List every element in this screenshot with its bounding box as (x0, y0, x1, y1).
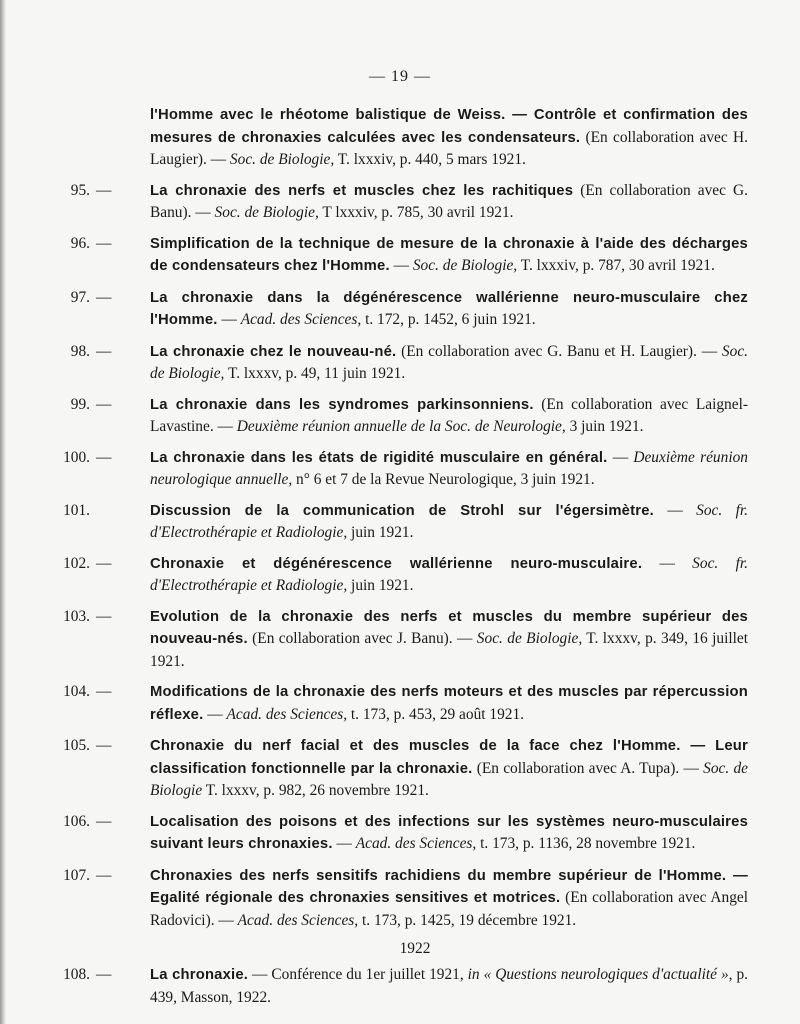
entry-note: (En collaboration avec J. Banu). — (247, 630, 477, 647)
entry-title: La chronaxie des nerfs et muscles chez les rachitiques (150, 182, 574, 199)
entry-journal: Deuxième réunion neurologique annuelle, (150, 448, 748, 488)
entry-citation: T. lxxxv, p. 982, 26 novembre 1921. (202, 782, 429, 799)
entry-number-column (46, 287, 150, 309)
entry-dash: — (96, 683, 112, 700)
entry-number-column (46, 606, 150, 628)
entry-number: 106. (63, 812, 90, 830)
entry-number-column (46, 735, 150, 757)
entry-note: — (642, 554, 693, 572)
bibliography-entry (63, 500, 748, 544)
entry-number-column (46, 394, 150, 416)
bibliography-list (0, 104, 800, 1017)
entry-note: (En collaboration avec G. Banu et H. Laugier). — (396, 342, 722, 360)
entry-journal: Soc. de Biologie, (412, 257, 518, 274)
entry-citation: p. 439, Masson, 1922. (150, 966, 749, 1006)
entry-journal: Acad. des Sciences, (355, 835, 477, 852)
entry-number-column (46, 341, 150, 363)
entry-citation: T. lxxxv, p. 49, 11 juin 1921. (224, 365, 406, 382)
entry-citation: t. 173, p. 453, 29 août 1921. (347, 705, 525, 723)
entry-note: — (653, 501, 697, 519)
entry-number: 100. (63, 448, 90, 466)
entry-title: Evolution de la chronaxie des nerfs et muscles du membre supérieur des nouveau-nés. (150, 608, 748, 647)
bibliography-entry (70, 233, 748, 278)
entry-citation: t. 173, p. 1425, 19 décembre 1921. (358, 911, 577, 929)
entry-number: 96. (70, 234, 90, 252)
entry-title: Discussion de la communication de Strohl sur l'égersimètre. (150, 502, 654, 519)
entry-number-column (46, 553, 150, 575)
entry-number-column (46, 500, 150, 522)
entry-title: La chronaxie dans les états de rigidité musculaire en général. (150, 449, 608, 466)
page-number: — 19 — (369, 68, 431, 85)
entry-number-column (46, 964, 150, 986)
entry-note: — (217, 311, 241, 328)
entry-title: Localisation des poisons et des infections sur les systèmes neuro-musculaires suivant leurs chronaxies. (150, 813, 748, 852)
entry-number: 105. (63, 737, 90, 754)
entry-number: 103. (63, 607, 90, 625)
entry-citation: t. 173, p. 1136, 28 novembre 1921. (476, 835, 696, 852)
entry-number: 107. (63, 866, 90, 884)
entry-journal: Soc. de Biologie, (150, 342, 748, 382)
entry-citation: T. lxxxv, p. 349, 16 juillet 1921. (150, 630, 749, 670)
entry-title: Chronaxie et dégénérescence wallérienne neuro-musculaire. (150, 555, 643, 572)
entry-number-column (46, 681, 150, 703)
entry-dash: — (96, 448, 112, 466)
entry-note: (En collaboration avec G. Banu). — (150, 181, 749, 221)
entry-title: La chronaxie chez le nouveau-né. (150, 343, 397, 360)
bibliography-entry (150, 104, 748, 171)
entry-number: 104. (63, 683, 90, 700)
bibliography-entry (63, 865, 748, 932)
entry-dash: — (96, 288, 112, 306)
entry-number-column (46, 233, 150, 255)
bibliography-entry (63, 681, 748, 726)
entry-number: 102. (63, 554, 90, 572)
entry-journal: Deuxième réunion annuelle de la Soc. de Neurologie, (236, 418, 566, 435)
entry-dash: — (96, 181, 112, 199)
entry-number-column (46, 447, 150, 469)
bibliography-entry (63, 553, 748, 597)
entry-number: 99. (70, 395, 90, 413)
entry-journal: Acad. des Sciences, (237, 911, 359, 929)
entry-dash: — (96, 554, 112, 572)
entry-title: La chronaxie dans la dégénérescence wallérienne neuro-musculaire chez l'Homme. (150, 289, 748, 328)
entry-title: l'Homme avec le rhéotome balistique de Weiss. — Contrôle et confirmation des mesures de chronaxies calculées avec les condensateurs. (150, 107, 748, 146)
entry-dash: — (96, 342, 112, 360)
entry-title: La chronaxie. (150, 967, 249, 983)
entry-title: La chronaxie dans les syndromes parkinsonniens. (150, 396, 534, 413)
entry-number-column (46, 811, 150, 833)
entry-number: 98. (70, 342, 90, 360)
entry-number: 95. (70, 181, 90, 199)
entry-note: — Conférence du 1er juillet 1921, (248, 966, 468, 983)
entry-note: (En collaboration avec A. Tupa). — (472, 759, 704, 777)
entry-journal: Soc. de Biologie, (476, 630, 583, 647)
entry-dash: — (96, 234, 112, 252)
entry-citation: t. 172, p. 1452, 6 juin 1921. (361, 311, 536, 328)
entry-title: Chronaxies des nerfs sensitifs rachidiens du membre supérieur de l'Homme. — Egalité régionale des chronaxies sensitives et motrices. (150, 867, 748, 906)
entry-note: (En collaboration avec Angel Radovici). — (150, 889, 748, 929)
bibliography-entry (70, 180, 749, 224)
entry-journal: in « Questions neurologiques d'actualité », (467, 966, 733, 983)
entry-journal: Acad. des Sciences, (240, 311, 362, 328)
bibliography-entry (70, 394, 748, 438)
entry-note: — (389, 257, 413, 274)
entry-journal: Acad. des Sciences, (226, 705, 348, 723)
entry-citation: T. lxxxiv, p. 440, 5 mars 1921. (334, 151, 526, 168)
entry-dash: — (96, 737, 112, 754)
entry-journal: Soc. de Biologie, (229, 151, 335, 168)
entry-note: — (607, 448, 634, 466)
bibliography-entry (63, 735, 748, 802)
entry-dash: — (96, 607, 112, 625)
entry-citation: juin 1921. (347, 524, 414, 541)
year-heading: 1922 (399, 940, 431, 957)
entry-title: Chronaxie du nerf facial et des muscles de la face chez l'Homme. — Leur classification fonctionnelle par la chronaxie. (150, 738, 748, 777)
entry-journal: Soc. fr. d'Electrothérapie et Radiologie, (150, 554, 748, 594)
entry-citation: n° 6 et 7 de la Revue Neurologique, 3 juin 1921. (292, 471, 595, 488)
bibliography-entry (70, 341, 748, 385)
entry-number: 97. (70, 288, 90, 306)
bibliography-entry (63, 964, 749, 1008)
bibliography-entry (63, 811, 748, 856)
entry-dash: — (96, 812, 112, 830)
entry-number-column (46, 104, 150, 126)
entry-dash: — (96, 966, 112, 983)
entry-dash: — (96, 395, 112, 413)
entry-number: 101. (63, 501, 90, 519)
entry-title: Simplification de la technique de mesure de la chronaxie à l'aide des décharges de condensateurs chez l'Homme. (150, 235, 748, 274)
entry-journal: Soc. de Biologie (150, 759, 748, 799)
entry-note: — (332, 835, 356, 852)
bibliography-entry (63, 447, 748, 491)
bibliography-entry (63, 606, 749, 673)
entry-note: (En collaboration avec H. Laugier). — (150, 128, 748, 168)
entry-note: (En collaboration avec Laignel-Lavastine. — (150, 395, 748, 435)
entry-citation: T. lxxxiv, p. 787, 30 avril 1921. (517, 257, 715, 274)
entry-note: — (203, 705, 227, 723)
entry-citation: juin 1921. (347, 577, 414, 594)
entry-number-column (46, 865, 150, 887)
entry-citation: 3 juin 1921. (565, 418, 644, 435)
entry-journal: Soc. de Biologie, (214, 204, 319, 221)
entry-dash: — (96, 866, 112, 884)
entry-number-column (46, 180, 150, 202)
entry-title: Modifications de la chronaxie des nerfs moteurs et des muscles par répercussion réflexe. (150, 684, 748, 723)
entry-citation: T lxxxiv, p. 785, 30 avril 1921. (318, 204, 514, 221)
entry-number: 108. (63, 966, 90, 983)
bibliography-entry (70, 287, 748, 332)
entry-journal: Soc. fr. d'Electrothérapie et Radiologie, (150, 501, 748, 541)
